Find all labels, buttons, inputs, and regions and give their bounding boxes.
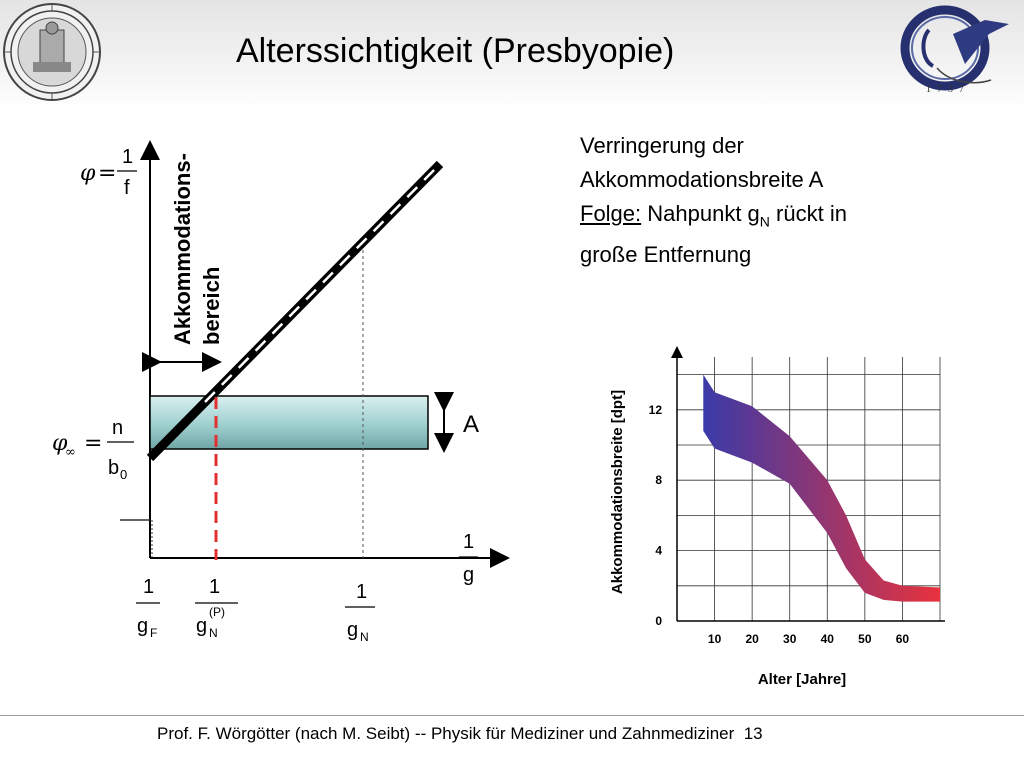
phi-inf-subscript: ∞	[65, 445, 76, 460]
age-chart-x-label: Alter [Jahre]	[757, 671, 847, 688]
tick-gn-sub: N	[360, 630, 369, 644]
phi-inf-numerator: n	[112, 417, 124, 439]
tick-gnp-numerator: 1	[209, 576, 221, 598]
tick-gnp-sup: (P)	[209, 605, 225, 619]
age-chart-x-tick: 20	[745, 632, 759, 646]
x-axis-denominator: g	[463, 564, 475, 586]
tick-gnp-sub: N	[209, 626, 218, 640]
age-chart-x-tick: 60	[895, 632, 910, 646]
footer-text: Prof. F. Wörgötter (nach M. Seibt) -- Physik für Mediziner und Zahnmediziner	[157, 724, 735, 743]
text-line-1: Verringerung der	[580, 133, 744, 158]
y-axis-denominator: f	[124, 177, 130, 199]
logo-year: 1737	[926, 84, 970, 95]
folge-label: Folge:	[580, 201, 642, 226]
x-axis-numerator: 1	[463, 531, 475, 553]
phi-inf-symbol: φ	[52, 431, 68, 456]
phi-inf-denominator: b	[108, 457, 120, 479]
age-chart-y-tick: 4	[655, 543, 662, 558]
text-line-3-b: rückt in	[769, 201, 847, 226]
tick-gf-denominator: g	[137, 615, 149, 637]
age-chart-band	[703, 375, 940, 602]
text-line-3-sub: N	[759, 213, 770, 230]
tick-gn-numerator: 1	[356, 581, 368, 603]
phi-symbol: φ	[80, 161, 96, 186]
page-number: 13	[743, 724, 763, 743]
age-chart-y-label: Akkommodationsbreite [dpt]	[609, 389, 626, 595]
age-chart-y-tick: 8	[655, 473, 662, 488]
tick-gn-denominator: g	[347, 619, 359, 641]
age-chart-x-tick: 30	[783, 632, 797, 646]
age-chart-y-tick: 12	[648, 402, 662, 417]
width-label: A	[463, 411, 480, 438]
text-line-3-a: Nahpunkt g	[641, 201, 760, 226]
page-title: Alterssichtigkeit (Presbyopie)	[236, 32, 675, 70]
footer-divider	[0, 715, 1024, 716]
age-chart-x-tick: 10	[707, 632, 722, 646]
text-line-2: Akkommodationsbreite A	[580, 167, 824, 192]
age-chart-x-tick: 50	[858, 632, 872, 646]
text-line-4: große Entfernung	[580, 242, 752, 268]
y-axis-numerator: 1	[122, 146, 134, 168]
tick-gf-sub: F	[150, 626, 158, 640]
phi-inf-denominator-sub: 0	[120, 467, 128, 482]
range-label-line2: bereich	[199, 266, 224, 345]
range-label-line1: Akkommodations-	[170, 153, 195, 345]
age-chart-y-tick: 0	[655, 614, 662, 628]
tick-gf-numerator: 1	[143, 576, 155, 598]
age-chart-x-tick: 40	[820, 632, 834, 646]
tick-gnp-denominator: g	[196, 615, 208, 637]
footer	[157, 724, 763, 744]
phi-inf-equals: =	[84, 431, 103, 456]
phi-equals: =	[98, 161, 117, 186]
